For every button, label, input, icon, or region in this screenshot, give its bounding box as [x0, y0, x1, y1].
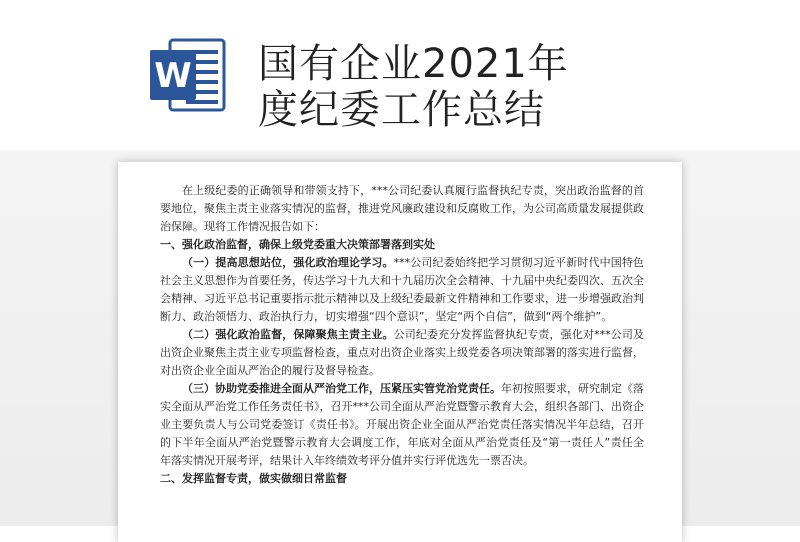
- paragraph-3-body: 年初按照要求，研究制定《落实全面从严治党工作任务责任书》，召开***公司全面从严治党暨警示教育大会，组织各部门、出资企业主要负责人与公司党委签订《责任书》。开展出资企业全面从严治党责任落实情况半年总结，召开的下半年全面从严治党暨警示教育大会调度工作，年底对全面从严治党责任及“第一责任人”责任全年落实情况开展考评，结果计入年终绩效考评分值并实行评优选先一票否决。: [160, 382, 644, 467]
- paragraph-2: [160, 326, 644, 380]
- paragraph-1-body: ***公司纪委始终把学习贯彻习近平新时代中国特色社会主义思想作为首要任务，传达学习十九大和十九届历次全会精神、十九届中央纪委四次、五次全会精神、习近平总书记重要指示批示精神以及上级纪委最新文件精神和工作要求，进一步增强政治判断力、政治领悟力、政治执行力，切实增强“四个意识”，坚定“两个自信”，做到“两个维护”。: [160, 256, 645, 323]
- paragraph-2-lead: （二）强化政治监督，保障聚焦主责主业。: [182, 328, 394, 341]
- document-page: [118, 162, 682, 542]
- page-title-line1: 国有企业2021年: [258, 41, 569, 87]
- paragraph-3: [160, 380, 644, 470]
- paragraph-3-lead: （三）协助党委推进全面从严治党工作，压紧压实管党治党责任。: [182, 382, 501, 395]
- header-banner: [0, 0, 800, 150]
- intro-paragraph: 在上级纪委的正确领导和带领支持下，***公司纪委认真履行监督执纪专责，突出政治监督的首要地位，聚焦主责主业落实情况的监督，推进党风廉政建设和反腐败工作，为公司高质量发展提供政治保障。现将工作情况报告如下：: [160, 184, 644, 233]
- section-heading-2: 二、发挥监督专责，做实做细日常监督: [160, 472, 347, 485]
- paragraph-2-body: 公司纪委充分发挥监督执纪专责，强化对***公司及出资企业聚焦主责主业专项监督检查，重点对出资企业落实上级党委各项决策部署的落实进行监督，对出资企业全面从严治企的履行及督导检查。: [160, 328, 645, 377]
- word-icon-letter: W: [154, 56, 192, 96]
- paragraph-1: [160, 254, 644, 326]
- document-content: [160, 182, 644, 488]
- page-title-line2: 度纪委工作总结: [258, 87, 545, 133]
- word-icon: [148, 36, 228, 114]
- section-heading-1: 一、强化政治监督，确保上级党委重大决策部署落到实处: [160, 238, 435, 251]
- paragraph-1-lead: （一）提高思想站位，强化政治理论学习。: [182, 256, 394, 269]
